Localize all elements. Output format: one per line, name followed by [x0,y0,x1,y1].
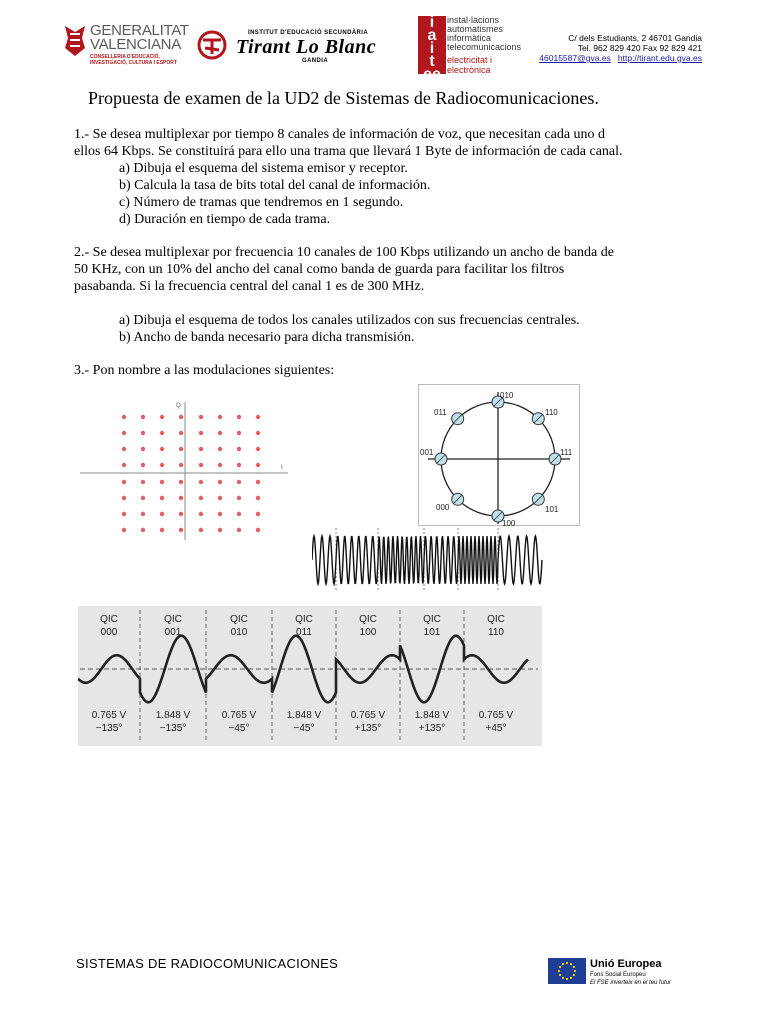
constellation-point [256,463,260,467]
constellation-point [179,415,183,419]
wave-segment-code: 000 [100,627,118,638]
constellation-point [218,431,222,435]
psk-point-label: 000 [436,503,450,512]
wave-segment-code: QIC [423,614,441,625]
dept-item: automatismes [447,24,504,34]
q1-item: d) Duración en tiempo de cada trama. [119,212,331,227]
wave-segment-value: 0.765 V [478,710,514,721]
wave-segment-value: 1.848 V [286,710,322,721]
q1-line1: 1.- Se desea multiplexar por tiempo 8 canales de información de voz, que necesitan cada uno d [74,127,606,142]
q1-line2: ellos 64 Kbps. Se constituirá para ello una trama que llevará 1 Byte de información de cada canal. [74,144,623,159]
constellation-point [237,480,241,484]
qam-constellation-figure [78,396,292,542]
constellation-point [141,512,145,516]
constellation-point [160,512,164,516]
wave-segment-code: QIC [487,614,505,625]
constellation-point [122,528,126,532]
wave-segment-value: −135° [159,723,187,734]
constellation-point [199,512,203,516]
constellation-point [199,463,203,467]
wave-segment-value: 0.765 V [350,710,386,721]
wave-segment-code: QIC [295,614,313,625]
wave-segment-value: 0.765 V [91,710,127,721]
wave-segment-code: 001 [164,627,182,638]
question-3: 3.- Pon nombre a las modulaciones siguientes: [74,363,335,378]
constellation-point [237,447,241,451]
eu-sub2: El FSE inverteix en el teu futur [590,980,672,986]
constellation-point [237,463,241,467]
constellation-point [218,480,222,484]
eu-star-icon [562,977,564,979]
gva-block [90,24,189,66]
wave-segment-value: −135° [95,723,123,734]
eu-star-icon [566,978,568,980]
q2-line1: 2.- Se desea multiplexar por frecuencia 10 canales de 100 Kbps utilizando un ancho de banda de [74,245,614,260]
constellation-point [141,496,145,500]
wave-segment-code: QIC [164,614,182,625]
wave-segment-code: 101 [423,627,441,638]
constellation-point [237,496,241,500]
constellation-point [179,528,183,532]
constellation-point [199,528,203,532]
constellation-point [218,512,222,516]
constellation-point [218,415,222,419]
eu-title: Unió Europea [590,958,662,970]
wave-segment-value: 0.765 V [221,710,257,721]
school-town: GANDIA [302,58,329,64]
dept-logo-icon: i a i t ee [418,16,446,74]
constellation-point [160,447,164,451]
q2-line3: pasabanda. Si la frecuencia central del canal 1 es de 300 MHz. [74,279,425,294]
wave-segment-value: +45° [485,723,507,734]
constellation-point [160,480,164,484]
q2-item: b) Ancho de banda necesario para dicha transmisión. [119,330,415,345]
constellation-point [256,431,260,435]
wave-segment-value: 1.848 V [155,710,191,721]
wave-segment-value: −45° [228,723,250,734]
eu-star-icon [559,974,561,976]
constellation-point [218,528,222,532]
q2-line2: 50 KHz, con un 10% del ancho del canal como banda de guarda para facilitar los filtros [74,262,565,277]
constellation-point [179,463,183,467]
eu-star-icon [574,970,576,972]
page-title: Propuesta de examen de la UD2 de Sistemas de Radiocomunicaciones. [88,88,599,108]
constellation-point [256,512,260,516]
constellation-point [141,480,145,484]
gva-line2: VALENCIANA [90,36,181,53]
constellation-point [256,528,260,532]
dept-item: telecomunicacions [447,42,522,52]
constellation-point [160,431,164,435]
constellation-point [122,496,126,500]
psk-point-label: 100 [502,519,516,526]
question-1 [74,126,714,228]
contact-links [482,53,702,63]
psk-point-label: 011 [434,408,447,417]
constellation-point [141,431,145,435]
eu-flag-icon [548,958,586,984]
constellation-point [199,447,203,451]
constellation-point [179,496,183,500]
constellation-point [179,512,183,516]
contact-block [482,33,702,63]
constellation-point [237,512,241,516]
eu-star-icon [573,966,575,968]
school-line1: INSTITUT D'EDUCACIÓ SECUNDÀRIA [248,30,369,36]
contact-phone: Tel. 962 829 420 Fax 92 829 421 [577,43,702,53]
q1-item: a) Dibuja el esquema del sistema emisor y receptor. [119,161,408,176]
dept-item: instal·lacions [447,15,500,25]
constellation-point [141,415,145,419]
constellation-point [256,447,260,451]
eu-star-icon [558,970,560,972]
constellation-point [141,463,145,467]
constellation-point [199,480,203,484]
constellation-point [256,496,260,500]
gva-sub2: INVESTIGACIÓ, CULTURA I ESPORT [90,60,177,66]
gva-logo-icon [62,24,88,58]
constellation-point [141,528,145,532]
eu-sub1: Fons Social Europeu [590,972,646,978]
wave-segment-code: QIC [100,614,118,625]
wave-segment-value: 1.848 V [414,710,450,721]
constellation-point [141,447,145,451]
wave-segment-code: 110 [488,627,504,638]
eu-star-icon [559,966,561,968]
constellation-point [218,447,222,451]
wave-segment-code: 011 [296,627,312,638]
psk-point-label: 110 [545,408,558,417]
psk-constellation-figure [418,384,580,526]
eu-block [590,958,671,987]
constellation-point [122,463,126,467]
constellation-point [237,415,241,419]
constellation-point [199,431,203,435]
constellation-point [122,415,126,419]
constellation-point [160,496,164,500]
school-name: Tirant Lo Blanc [236,36,377,58]
constellation-point [218,496,222,500]
constellation-point [199,496,203,500]
header [0,0,768,83]
constellation-point [122,480,126,484]
constellation-point [199,415,203,419]
constellation-point [179,447,183,451]
footer-text: SISTEMAS DE RADIOCOMUNICACIONES [76,956,339,971]
constellation-point [122,447,126,451]
constellation-point [160,463,164,467]
fsk-waveform-figure [312,526,548,594]
wave-segment-code: QIC [359,614,377,625]
wave-segment-value: +135° [354,723,382,734]
eu-star-icon [570,963,572,965]
eu-star-icon [570,977,572,979]
qam-waveform-figure [78,606,542,746]
q1-item: c) Número de tramas que tendremos en 1 segundo. [119,195,404,210]
constellation-point [256,480,260,484]
q2-item: a) Dibuja el esquema de todos los canales utilizados con sus frecuencias centrales. [119,313,580,328]
wave-segment-code: QIC [230,614,248,625]
eu-star-icon [573,974,575,976]
school-logo-icon [194,30,230,60]
eu-star-icon [562,963,564,965]
gva-line1: GENERALITAT [90,22,189,39]
constellation-point [122,512,126,516]
psk-point-label: 111 [560,448,573,457]
constellation-point [160,528,164,532]
wave-segment-value: −45° [293,723,315,734]
wave-segment-code: 100 [359,627,377,638]
wave-segment-value: +135° [418,723,446,734]
psk-point-label: 101 [545,505,559,514]
dept-item: informàtica [447,33,492,43]
contact-address: C/ dels Estudiants, 2 46701 Gandia [568,33,702,43]
constellation-point [237,528,241,532]
email-link[interactable]: 46015587@gva.es [539,53,611,63]
dept-sub2: electrònica [447,65,491,75]
qam-axis-i-label: I [281,465,283,471]
gva-sub1: CONSELLERIA D'EDUCACIÓ, [90,54,160,60]
psk-point-label: 010 [500,391,514,400]
wave-segment-code: 010 [230,627,248,638]
psk-point-label: 001 [420,448,434,457]
constellation-point [237,431,241,435]
dept-sub1: electricitat i [447,55,493,65]
constellation-point [256,415,260,419]
constellation-point [218,463,222,467]
eu-star-icon [566,962,568,964]
constellation-point [179,431,183,435]
qam-axis-q-label: Q [176,403,181,409]
q1-item: b) Calcula la tasa de bits total del canal de información. [119,178,431,193]
constellation-point [122,431,126,435]
website-link[interactable]: http://tirant.edu.gva.es [617,53,702,63]
constellation-point [160,415,164,419]
constellation-point [179,480,183,484]
question-2 [74,244,714,346]
